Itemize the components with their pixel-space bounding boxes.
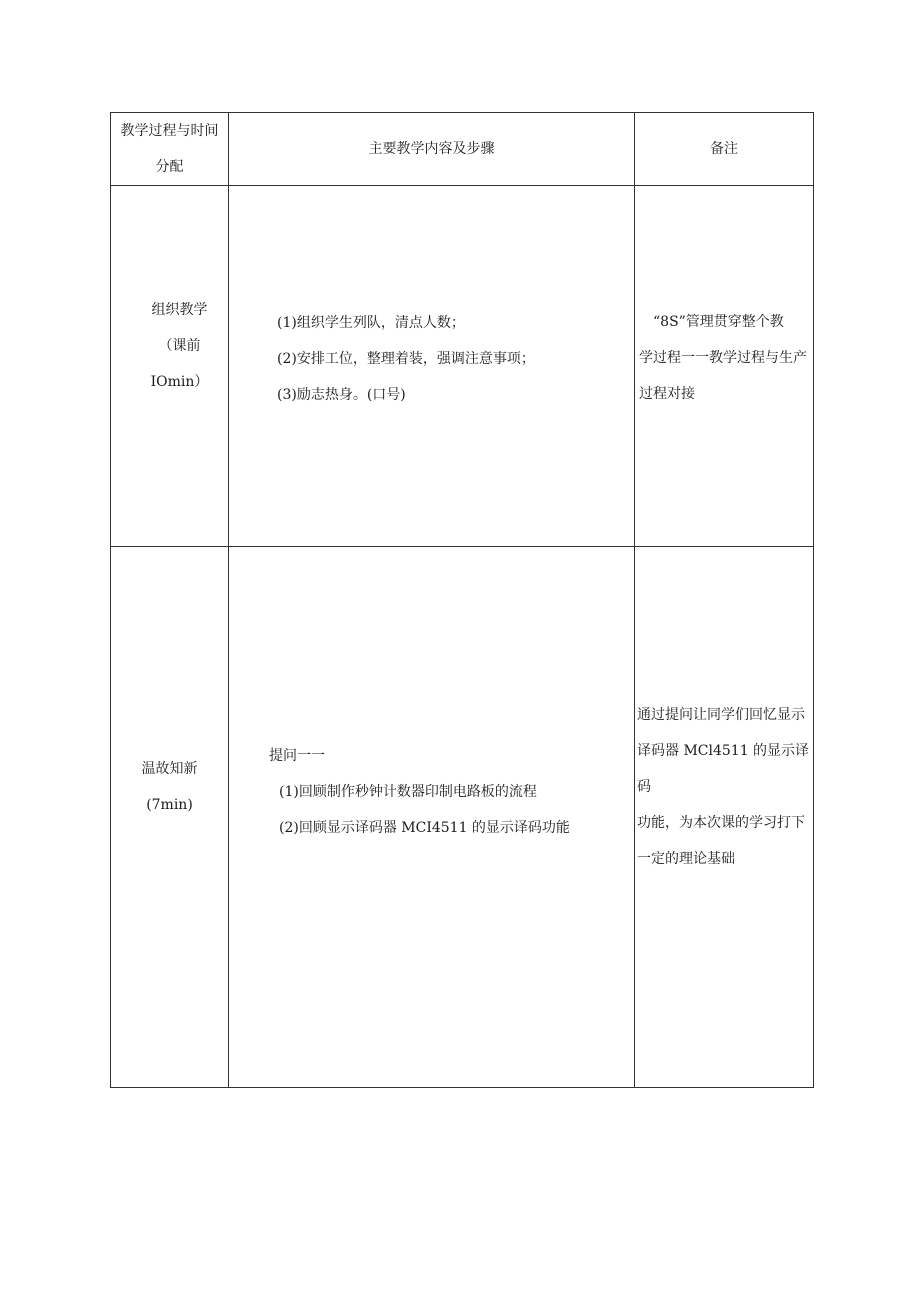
question-lead: 提问一一 — [269, 748, 325, 764]
lesson-plan-table — [110, 112, 814, 1088]
stage-duration: （课前 IOmin） — [150, 338, 209, 390]
remark-line: 译码器 MCl4511 的显示译码 — [637, 743, 810, 795]
remark-line: 学过程一一教学过程与生产 — [639, 350, 807, 366]
remark-line: 通过提问让同学们回忆显示 — [637, 707, 805, 723]
stage-name: 温故知新 — [141, 761, 198, 777]
stage-cell — [111, 547, 229, 1088]
remarks-cell — [635, 186, 814, 547]
remark-line: “8S”管理贯穿整个教 — [653, 314, 784, 330]
remark-line: 一定的理论基础 — [637, 851, 735, 867]
step-item: (1)组织学生列队，清点人数； — [277, 315, 465, 331]
stage-name: 组织教学 — [151, 302, 208, 318]
remark-line: 过程对接 — [639, 386, 695, 402]
stage-cell — [111, 186, 229, 547]
header-remarks: 备注 — [635, 113, 814, 186]
steps-cell — [229, 547, 635, 1088]
step-item: (3)励志热身。(口号) — [277, 387, 406, 403]
header-process-time — [111, 113, 229, 186]
remark-line: 功能，为本次课的学习打下 — [637, 815, 805, 831]
remarks-cell — [635, 547, 814, 1088]
table-row — [111, 547, 814, 1088]
header-main-content: 主要教学内容及步骤 — [229, 113, 635, 186]
step-item: (2)回顾显示译码器 MCI4511 的显示译码功能 — [279, 820, 570, 836]
header-row — [111, 113, 814, 186]
step-item: (2)安排工位，整理着装，强调注意事项； — [277, 351, 535, 367]
table-row — [111, 186, 814, 547]
stage-duration: (7min) — [146, 797, 193, 813]
step-item: (1)回顾制作秒钟计数器印制电路板的流程 — [279, 784, 537, 800]
header-process-time-line2: 分配 — [155, 159, 184, 175]
header-process-time-line1: 教学过程与时间 — [120, 123, 219, 139]
steps-cell — [229, 186, 635, 547]
